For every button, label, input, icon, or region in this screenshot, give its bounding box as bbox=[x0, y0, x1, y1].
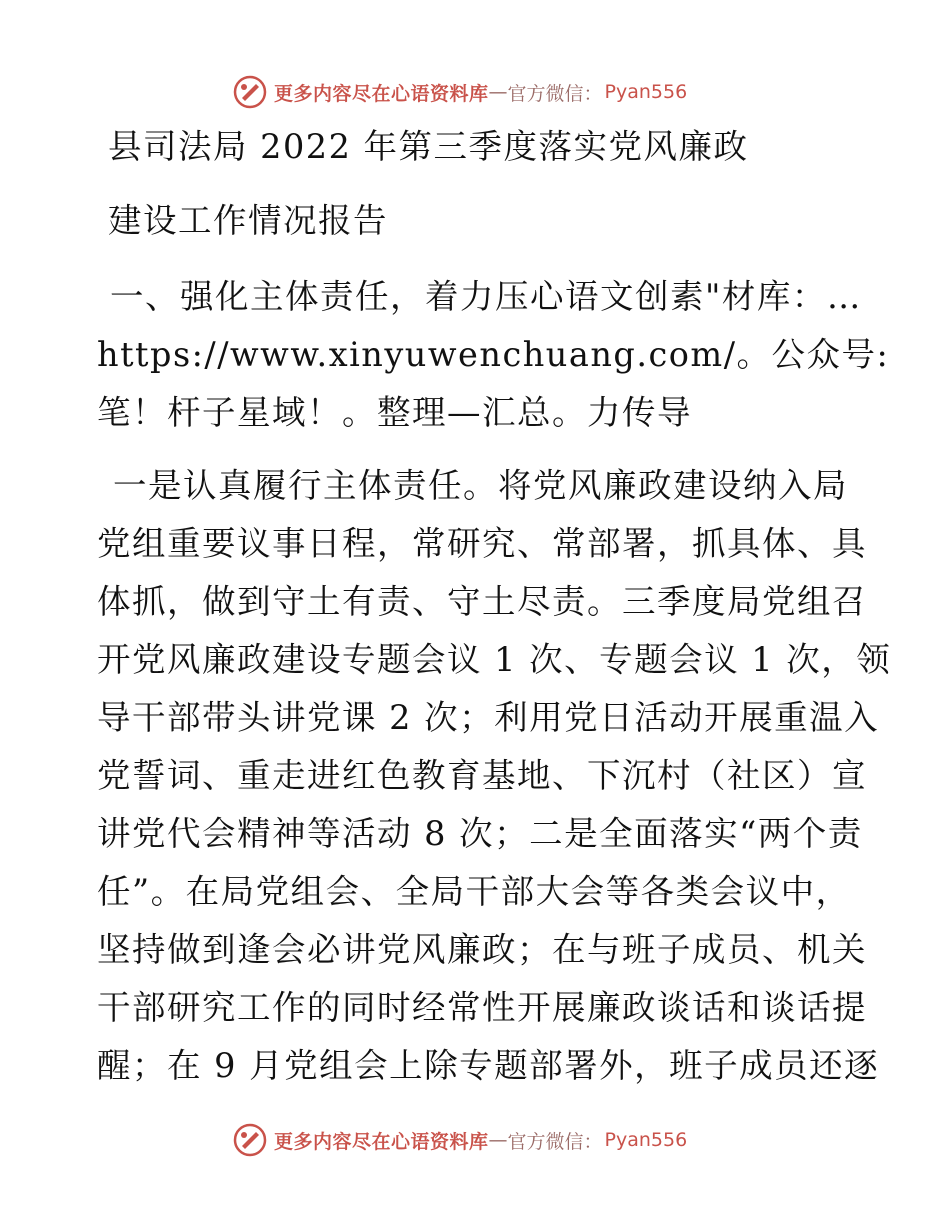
watermark-official: 官方微信： bbox=[507, 1130, 603, 1153]
body-line: 体抓，做到守土有责、守土尽责。三季度局党组召 bbox=[97, 582, 867, 621]
body-line: 党誓词、重走进红色教育基地、下沉村（社区）宣 bbox=[97, 756, 867, 795]
document-title-line-2: 建设工作情况报告 bbox=[108, 201, 388, 240]
body-line: 开党风廉政建设专题会议 1 次、专题会议 1 次，领 bbox=[97, 640, 892, 679]
watermark-label: 更多内容尽在心语资料库 bbox=[274, 82, 489, 105]
library-logo-icon bbox=[232, 1122, 268, 1158]
library-logo-icon bbox=[232, 74, 268, 110]
body-line: 讲党代会精神等活动 8 次；二是全面落实“两个责 bbox=[97, 814, 863, 853]
body-line: 干部研究工作的同时经常性开展廉政谈话和谈话提 bbox=[97, 988, 867, 1027]
body-line: 导干部带头讲党课 2 次；利用党日活动开展重温入 bbox=[97, 698, 880, 737]
watermark-official: 官方微信： bbox=[507, 82, 603, 105]
section-heading-line-2: https://www.xinyuwenchuang.com/。公众号: bbox=[97, 335, 890, 374]
watermark-label: 更多内容尽在心语资料库 bbox=[274, 1130, 489, 1153]
watermark-wechat-id: Pyan556 bbox=[604, 1129, 688, 1151]
watermark-footer bbox=[232, 1120, 687, 1160]
watermark-wechat-id: Pyan556 bbox=[604, 81, 688, 103]
watermark-dash: — bbox=[488, 1129, 508, 1151]
body-line: 任”。在局党组会、全局干部大会等各类会议中， bbox=[97, 872, 851, 911]
body-line: 坚持做到逢会必讲党风廉政；在与班子成员、机关 bbox=[97, 930, 867, 969]
watermark-header bbox=[232, 72, 687, 112]
body-line: 醒；在 9 月党组会上除专题部署外，班子成员还逐 bbox=[97, 1046, 880, 1085]
document-title-line-1: 县司法局 2022 年第三季度落实党风廉政 bbox=[108, 127, 749, 166]
section-heading-line-3: 笔！杆子星域！。整理—汇总。力传导 bbox=[97, 393, 692, 432]
body-line: 一是认真履行主体责任。将党风廉政建设纳入局 bbox=[113, 466, 848, 505]
body-line: 党组重要议事日程，常研究、常部署，抓具体、具 bbox=[97, 524, 867, 563]
section-heading-line-1: 一、强化主体责任，着力压心语文创素"材库：… bbox=[110, 277, 862, 316]
watermark-dash: — bbox=[488, 81, 508, 103]
